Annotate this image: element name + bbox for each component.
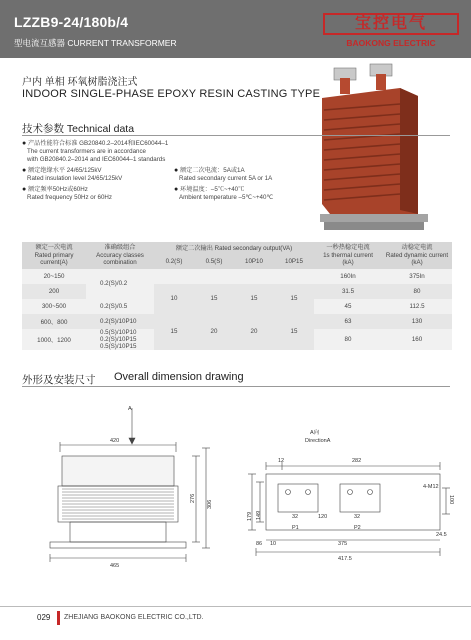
table-row: [22, 314, 452, 329]
spec-text-en: Rated secondary current 5A or 1A: [179, 174, 273, 182]
spec-ambient-temperature: [174, 186, 304, 202]
terminal-p1-label: P1: [292, 525, 299, 531]
spec-text-cn: 产品性能符合标准 GB20840.2–2014和IEC60044–1: [27, 140, 169, 147]
table-cell: 15: [194, 284, 234, 314]
spec-secondary-current: [174, 167, 304, 183]
table-cell: 112.5: [382, 299, 452, 314]
dim-10: 10: [270, 541, 277, 547]
bullet-icon: ●: [22, 167, 27, 174]
spec-text-cn: 环境温度：–5℃~+40℃: [179, 186, 245, 193]
dim-86: 86: [256, 541, 263, 547]
dim-100: 100: [448, 495, 454, 505]
table-cell: 63: [314, 314, 382, 329]
footer-accent-bar: [57, 611, 60, 625]
brand-name-en: BAOKONG ELECTRIC: [346, 38, 436, 48]
brand-logo: [323, 13, 459, 51]
header-text: combination: [103, 259, 137, 266]
subheader-0-2s: 0.2(S): [154, 255, 194, 268]
dim-32-left: 32: [292, 514, 299, 520]
table-cell: 20: [234, 314, 274, 350]
table-cell: 300~500: [22, 299, 86, 314]
spec-text-cn: 额定二次电流：5A或1A: [179, 167, 245, 174]
cell-line: 0.5(S)/10P15: [100, 342, 137, 350]
brand-name-cn: 宝控电气: [323, 13, 459, 35]
dim-420: 420: [110, 438, 120, 444]
table-cell: 375In: [382, 269, 452, 284]
header-text: Rated primary: [34, 251, 74, 259]
table-cell: 20~150: [22, 269, 86, 284]
table-cell: [86, 329, 154, 350]
header-dynamic-current: [382, 242, 452, 269]
header-text: 1s thermal current: [323, 251, 373, 259]
direction-label-en: DirectionA: [305, 438, 331, 444]
intro-cn: 户内 单相 环氧树脂浇注式: [22, 77, 138, 88]
table-cell: 0.2(S)/0.2: [86, 269, 154, 299]
dim-306: 306: [207, 499, 213, 509]
header-accuracy-classes: [86, 242, 154, 269]
table-cell: 200: [22, 284, 86, 299]
table-cell: 15: [274, 314, 314, 350]
spec-text-en: The current transformers are in accordance: [27, 147, 146, 155]
dimension-title-en: Overall dimension drawing: [114, 371, 244, 383]
table-cell: 160In: [314, 269, 382, 284]
bullet-icon: ●: [174, 186, 179, 193]
header-text: Accuracy classes: [96, 251, 144, 259]
dimension-divider: [22, 386, 450, 387]
header-text: (kA): [342, 259, 354, 266]
table-cell: 80: [314, 329, 382, 350]
table-cell: 15: [234, 284, 274, 314]
header-text: 一秒热稳定电流: [326, 244, 370, 251]
product-subtitle: 型电流互感器 CURRENT TRANSFORMER: [14, 38, 177, 48]
side-view: [248, 462, 450, 556]
dim-12: 12: [278, 458, 285, 464]
direction-label-cn: A向: [310, 430, 320, 436]
front-view: [50, 408, 210, 562]
dim-282: 282: [352, 458, 362, 464]
header-text: 动稳定电流: [401, 244, 433, 251]
spec-text-cn: 额定绝缘水平 24/65/125kV: [27, 167, 102, 174]
subheader-0-5s: 0.5(S): [194, 255, 234, 268]
table-cell: 31.5: [314, 284, 382, 299]
dim-276: 276: [190, 493, 196, 503]
header-text: (kA): [411, 259, 423, 266]
dim-149: 149: [256, 510, 262, 520]
dim-465: 465: [110, 563, 120, 569]
header-rated-secondary-output: 额定二次输出 Rated secondary output(VA): [154, 242, 314, 255]
subheader-10p10: 10P10: [234, 255, 274, 268]
spec-text-en: Rated insulation level 24/65/125kV: [27, 174, 123, 182]
table-cell: 600、800: [22, 314, 86, 329]
header-bar: [0, 0, 471, 58]
dim-4-m12: 4-M12: [423, 484, 439, 490]
header-text: current(A): [40, 259, 68, 266]
subheader-10p15: 10P15: [274, 255, 314, 268]
tech-data-divider: [22, 135, 450, 136]
table-cell: 0.2(S)/10P10: [86, 314, 154, 329]
bullet-icon: ●: [174, 167, 179, 174]
dim-375: 375: [338, 541, 348, 547]
table-cell: 45: [314, 299, 382, 314]
footer-company: ZHEJIANG BAOKONG ELECTRIC CO.,LTD.: [64, 614, 204, 621]
header-text: 额定一次电流: [35, 244, 73, 251]
table-cell: 15: [154, 314, 194, 350]
table-cell: 10: [154, 284, 194, 314]
table-cell: 130: [382, 314, 452, 329]
header-rated-primary-current: [22, 242, 86, 269]
table-header-row: [22, 242, 452, 255]
dim-120: 120: [318, 514, 328, 520]
table-cell: 15: [274, 284, 314, 314]
product-model: LZZB9-24/180b/4: [14, 14, 129, 30]
spec-text-en: Ambient temperature –5℃~+40℃: [179, 193, 274, 201]
dim-24-5: 24.5: [436, 532, 447, 538]
intro-en: INDOOR SINGLE-PHASE EPOXY RESIN CASTING TYPE: [22, 88, 321, 100]
bullet-icon: ●: [22, 140, 27, 147]
a-marker-label: A: [128, 406, 132, 412]
table-row: [22, 269, 452, 284]
dim-32-right: 32: [354, 514, 361, 520]
header-text: Rated dynamic current: [385, 251, 449, 259]
cell-line: 0.2(S)/10P15: [100, 335, 137, 343]
technical-data-table: [22, 242, 452, 350]
dim-179: 179: [247, 511, 253, 521]
dimension-title-cn: 外形及安装尺寸: [22, 374, 96, 386]
dim-417-5: 417.5: [338, 556, 352, 562]
table-cell: 160: [382, 329, 452, 350]
table-cell: 80: [382, 284, 452, 299]
dimension-drawing: [20, 400, 460, 595]
spec-text-en: with GB20840.2–2014 and IEC60044–1 standards: [27, 155, 166, 163]
spec-text-cn: 额定频率50Hz或60Hz: [27, 186, 88, 193]
header-text: 准确级组合: [104, 244, 136, 251]
footer-divider: [0, 606, 471, 607]
spec-text-en: Rated frequency 50Hz or 60Hz: [27, 193, 112, 201]
page-number: 029: [37, 613, 51, 622]
table-cell: 0.2(S)/0.5: [86, 299, 154, 314]
header-thermal-current: [314, 242, 382, 269]
bullet-icon: ●: [22, 186, 27, 193]
tech-data-title: 技术参数 Technical data: [22, 123, 135, 135]
table-cell: 20: [194, 314, 234, 350]
spec-standard: [22, 140, 292, 163]
table-cell: 1000、1200: [22, 329, 86, 350]
terminal-p2-label: P2: [354, 525, 361, 531]
cell-line: 0.5(S)/10P10: [100, 328, 137, 336]
product-photo: [300, 62, 440, 232]
